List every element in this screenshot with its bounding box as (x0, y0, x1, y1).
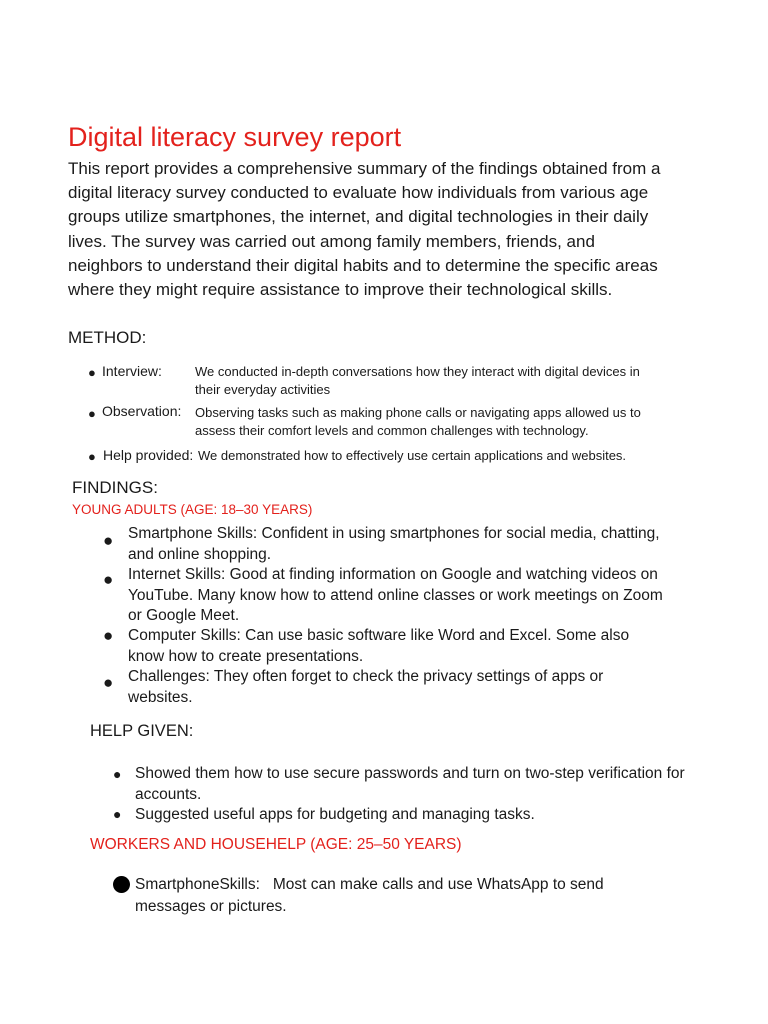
bullet-icon: ● (88, 365, 96, 380)
bullet-icon: ● (103, 626, 114, 645)
bullet-icon: ● (113, 766, 122, 782)
method-label-interview: Interview: (102, 363, 162, 379)
method-heading: METHOD: (68, 328, 147, 347)
method-desc-help: We demonstrated how to effectively use certain applications and websites. (198, 448, 627, 463)
bullet-icon: ● (103, 570, 114, 589)
workers-heading: WORKERS AND HOUSEHELP (AGE: 25–50 YEARS) (90, 836, 462, 853)
intro-paragraph: This report provides a comprehensive summary of the findings obtained from a digital literacy survey conducted to evaluate how individuals from various age groups utilize smartphones, the internet, and digital technologies in their daily lives. The survey was carried out among family members, friends, and neighbors to understand their digital habits and to determine the specific areas where they might require assistance to improve their technological skills. (68, 159, 661, 300)
finding-smartphone: Smartphone Skills: Confident in using smartphones for social media, chatting, and online shopping. (128, 525, 660, 563)
worker-smartphone-skills: SmartphoneSkills: Most can make calls and use WhatsApp to send messages or pictures. (135, 876, 608, 915)
bullet-icon: ● (113, 806, 122, 822)
findings-heading: FINDINGS: (72, 478, 158, 497)
bullet-icon: ● (88, 406, 96, 421)
finding-internet: Internet Skills: Good at finding information on Google and watching videos on YouTube. Many know how to attend online classes or work meetings on Zoom or Google Meet. (128, 566, 663, 625)
document-title: Digital literacy survey report (68, 122, 402, 152)
bullet-icon: ● (88, 449, 96, 464)
bullet-icon: ● (103, 673, 114, 692)
bullet-icon: ● (103, 531, 114, 550)
young-adults-heading: YOUNG ADULTS (AGE: 18–30 YEARS) (72, 502, 313, 517)
help-item-passwords: Showed them how to use secure passwords and turn on two-step verification for accounts. (135, 765, 685, 803)
method-label-observation: Observation: (102, 403, 182, 419)
finding-computer: Computer Skills: Can use basic software like Word and Excel. Some also know how to create presentations. (128, 627, 630, 665)
bullet-icon (113, 876, 130, 893)
method-desc-interview: We conducted in-depth conversations how they interact with digital devices in their everyday activities (195, 364, 640, 397)
method-desc-observation: Observing tasks such as making phone calls or navigating apps allowed us to assess their comfort levels and common challenges with technology. (195, 405, 641, 438)
finding-challenges: Challenges: They often forget to check the privacy settings of apps or websites. (128, 668, 604, 706)
help-given-heading: HELP GIVEN: (90, 722, 194, 740)
help-item-apps: Suggested useful apps for budgeting and managing tasks. (135, 806, 535, 823)
method-label-help: Help provided: (103, 447, 194, 463)
